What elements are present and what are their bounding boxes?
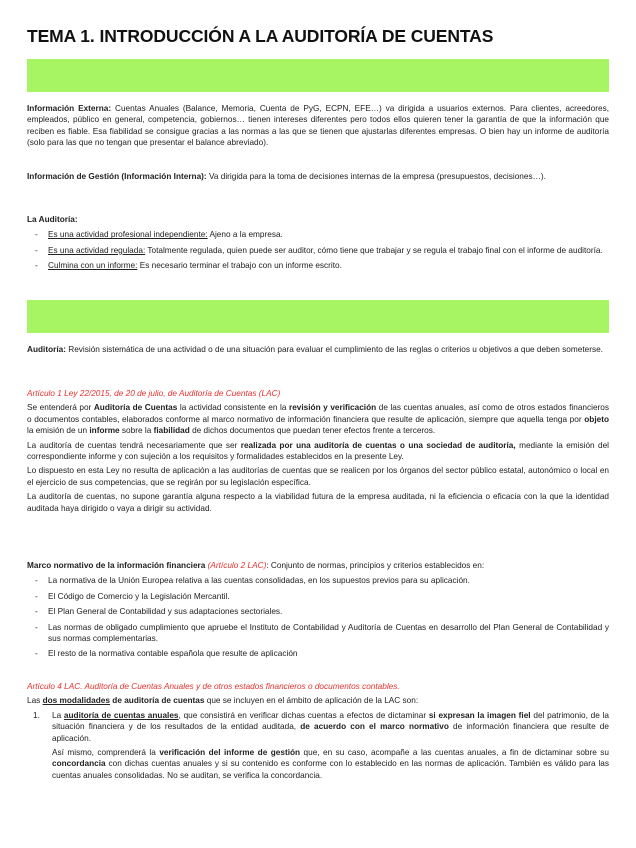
list-item: - Es una actividad regulada: Totalmente regulada, quien puede ser auditor, cómo tiene que trabajar y se regula el trabajo final con el informe de auditoría. xyxy=(27,245,609,256)
list-item: - Culmina con un informe: Es necesario terminar el trabajo con un informe escrito. xyxy=(27,260,609,271)
definition-text: Revisión sistemática de una actividad o de una situación para evaluar el cumplimiento de las reglas o criterios u objetivos a que deben someterse. xyxy=(65,345,603,354)
info-gestion-label: Información de Gestión (Información Interna): xyxy=(27,172,207,181)
articulo-1-paragraph-1: Se entenderá por Auditoría de Cuentas la actividad consistente en la revisión y verificación de las cuentas anuales, así como de otros estados financieros o documentos contables, elaborados conforme al marco normativo de información financiera que resulte de aplicación, siempre que aquella tenga por objeto la emisión de un informe sobre la fiabilidad de dichos documentos que puedan tener efectos frente a terceros. xyxy=(27,403,609,436)
list-item: - El Plan General de Contabilidad y sus adaptaciones sectoriales. xyxy=(27,606,609,617)
highlight-band-1 xyxy=(27,59,609,92)
la-auditoria-section xyxy=(27,214,609,276)
list-item: - Es una actividad profesional independiente: Ajeno a la empresa. xyxy=(27,229,609,240)
articulo-4-intro: Las dos modalidades de auditoría de cuentas que se incluyen en el ámbito de aplicación de la LAC son: xyxy=(27,696,419,706)
articulo-1-paragraph-4: La auditoría de cuentas, no supone garantía alguna respecto a la viabilidad futura de la empresa auditada, ni la eficiencia o eficacia con la que la identidad auditada haya dirigido o vaya a dirigir su actividad. xyxy=(27,492,609,513)
la-auditoria-heading: La Auditoría: xyxy=(27,215,78,224)
articulo-4-item-1-paragraph-1: La auditoría de cuentas anuales, que consistirá en verificar dichas cuentas a efectos de dictaminar si expresan la imagen fiel del patrimonio, de la situación financiera y de los resultados de la entidad auditada, de acuerdo con el marco normativo de información financiera que resulte de aplicación. xyxy=(52,710,610,743)
info-gestion-text: Va dirigida para la toma de decisiones internas de la empresa (presupuestos, decisiones…). xyxy=(206,172,546,181)
list-item: - El resto de la normativa contable española que resulte de aplicación xyxy=(27,648,609,659)
list-item: - La normativa de la Unión Europea relativa a las cuentas consolidadas, en los supuestos previos para su aplicación. xyxy=(27,575,609,586)
definition-label: Auditoría: xyxy=(27,345,66,354)
marco-normativo-section xyxy=(27,560,609,664)
marco-list xyxy=(27,575,609,659)
articulo-1-reference: Artículo 1 Ley 22/2015, de 20 de julio, de Auditoría de Cuentas (LAC) xyxy=(27,389,281,398)
page-title: TEMA 1. INTRODUCCIÓN A LA AUDITORÍA DE CUENTAS xyxy=(27,26,494,46)
marco-label: Marco normativo de la información financiera xyxy=(27,561,206,570)
info-gestion-paragraph xyxy=(27,171,609,182)
info-externa-label: Información Externa: xyxy=(27,104,112,113)
auditoria-definition xyxy=(27,344,609,355)
marco-text: : Conjunto de normas, principios y criterios establecidos en: xyxy=(266,561,485,570)
la-auditoria-list xyxy=(27,229,609,271)
highlight-band-2 xyxy=(27,300,609,333)
info-externa-paragraph xyxy=(27,103,609,149)
list-item: - Las normas de obligado cumplimiento que apruebe el Instituto de Contabilidad y Auditoría de Cuentas en desarrollo del Plan General de Contabilidad y sus normas complementarias. xyxy=(27,622,609,645)
numbered-item-1 xyxy=(27,710,609,781)
list-item: - El Código de Comercio y la Legislación Mercantil. xyxy=(27,591,609,602)
info-externa-text: Cuentas Anuales (Balance, Memoria, Cuenta de PyG, ECPN, EFE…) va dirigida a usuarios externos. Para clientes, acreedores, empleados, público en general, competencia, gobiernos… tienen intereses diferentes pero todos ellos quieren tener la garantía de que la información que reciben es fiable. Esa fiabilidad se consigue gracias a las normas a las que se tienen que ajustarlas diferentes empresas. O bien hay un informe de auditoría (solo para las que no tengan que presentar el balance abreviado). xyxy=(27,104,609,148)
articulo-4-reference: Artículo 4 LAC. Auditoría de Cuentas Anuales y de otros estados financieros o documentos contables. xyxy=(27,682,400,691)
articulo-4-section xyxy=(27,681,609,781)
articulo-1-paragraph-2: La auditoría de cuentas tendrá necesariamente que ser realizada por una auditoría de cuentas o una sociedad de auditoría, mediante la emisión del correspondiente informe y con sujeción a los requisitos y formalidades establecidos en la presente Ley. xyxy=(27,440,610,462)
item-number: 1. xyxy=(33,710,40,720)
articulo-4-item-1-paragraph-2: Así mismo, comprenderá la verificación del informe de gestión que, en su caso, acompañe a las cuentas anuales, a fin de dictaminar sobre su concordancia con dichas cuentas anuales y si su contenido es conforme con lo establecido en las normas de aplicación. También es válido para las cuentas anuales consolidadas. No se auditan, se verifica la concordancia. xyxy=(52,748,609,780)
articulo-1-section xyxy=(27,388,609,514)
marco-reference: (Artículo 2 LAC) xyxy=(205,561,267,570)
articulo-1-paragraph-3: Lo dispuesto en esta Ley no resulta de aplicación a las auditorías de cuentas que se realicen por los órganos del sector público estatal, autonómico o local en el ejercicio de sus competencias, que se regirán por su legislación específica. xyxy=(27,466,609,487)
